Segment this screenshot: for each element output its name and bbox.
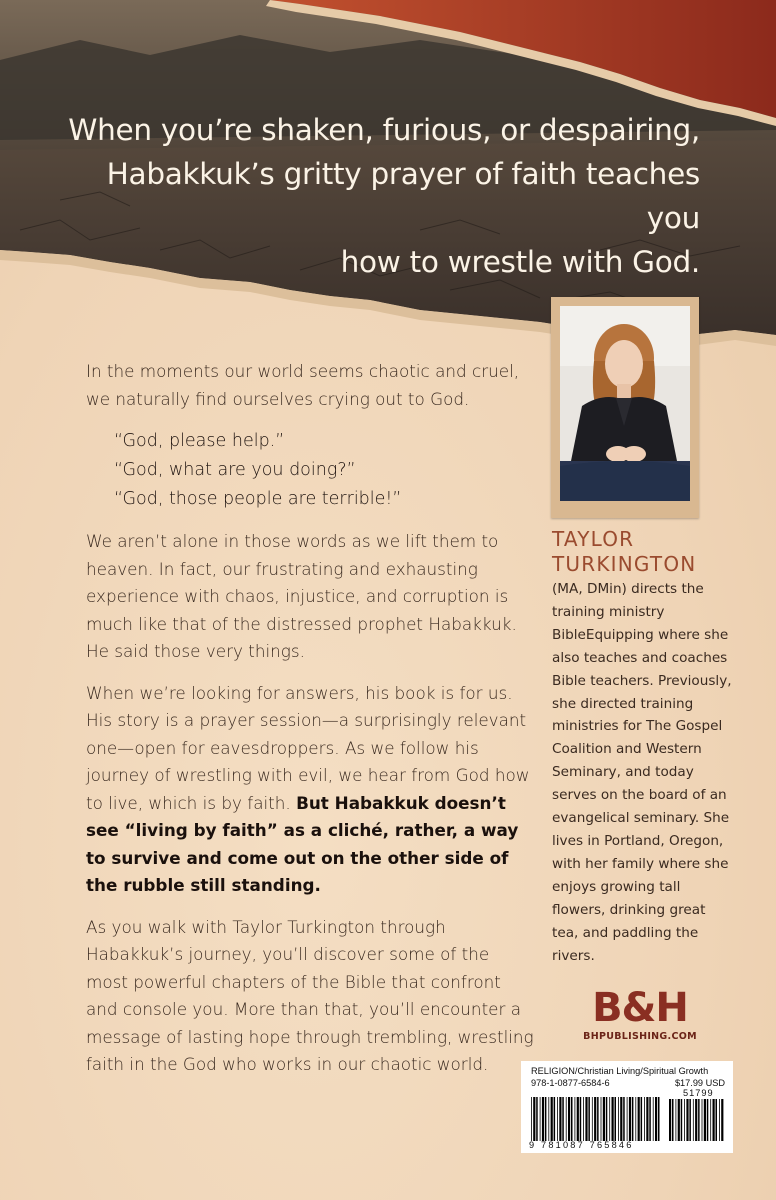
barcode-bar [533, 1097, 535, 1141]
barcode-bar [562, 1097, 564, 1141]
quote-item: “God, what are you doing?” [114, 460, 356, 480]
emphasized-text: But Habakkuk doesn’t see “living by faith” as a cliché, rather, a way to survive and come out on the other side of the rubble still standing. [86, 792, 519, 895]
barcode-bar [627, 1097, 628, 1141]
barcode-bar [713, 1099, 715, 1141]
barcode-bar [594, 1097, 596, 1141]
ean-barcode [531, 1097, 661, 1141]
barcode-bar [669, 1099, 671, 1141]
barcode-bar [707, 1099, 709, 1141]
author-bio: (MA, DMin) directs the training ministry BibleEquipping where she also teaches and coaches Bible teachers. Previously, she directed training ministries for The Gospel Coalition and Western Seminary, and today serves on the board of an evangelical seminary. She lives in Portland, Oregon, with her family where she enjoys growing tall flowers, drinking great tea, and paddling the rivers. [552, 581, 732, 964]
barcode-bar [686, 1099, 688, 1141]
barcode-bar [702, 1099, 703, 1141]
barcode-bar [531, 1097, 532, 1141]
barcode-bar [542, 1097, 544, 1141]
barcode-bar [698, 1099, 700, 1141]
barcode-bar [580, 1097, 582, 1141]
barcode-bar [575, 1097, 576, 1141]
barcode-bar [678, 1099, 680, 1141]
barcode-bar [554, 1097, 556, 1141]
quote-item: “God, those people are terrible!” [114, 489, 402, 509]
barcode-bar [548, 1097, 549, 1141]
barcode-bar [676, 1099, 677, 1141]
barcode-bar [606, 1097, 608, 1141]
barcode-bar [689, 1099, 691, 1141]
publisher-url: BHPUBLISHING.COM [583, 1031, 697, 1042]
barcode-bar [559, 1097, 561, 1141]
barcode-bar [588, 1097, 590, 1141]
author-first-name: TAYLOR [552, 527, 635, 551]
barcode-bar [695, 1099, 697, 1141]
barcode-bar [597, 1097, 599, 1141]
barcode-bar [646, 1097, 648, 1141]
barcode-bar [635, 1097, 636, 1141]
barcode-bar [655, 1097, 657, 1141]
paragraph: We aren’t alone in those words as we lift them to heaven. In fact, our frustrating and exhausting experience with chaos, injustice, and corruption is much like that of the distressed prophet Habakkuk. He said those very things. [86, 531, 517, 661]
isbn: 978-1-0877-6584-6 [531, 1078, 610, 1088]
price-addon-number: 51799 [683, 1088, 714, 1098]
headline-line: Habakkuk’s gritty prayer of faith teaches you [106, 157, 700, 235]
paragraph-text: When we’re looking for answers, his book is for us. His story is a prayer session—a surprisingly relevant one—open for eavesdroppers. As we follow his journey of wrestling with evil, we hear from God how to live, which is by faith. [86, 682, 530, 813]
barcode-bar [577, 1097, 579, 1141]
barcode-bar [551, 1097, 553, 1141]
barcode-bar [612, 1097, 614, 1141]
bh-logo-mark: B&H [592, 985, 688, 1031]
quote-list [114, 427, 536, 514]
author-photo [560, 306, 690, 501]
barcode-bar [658, 1097, 660, 1141]
barcode-bar [623, 1097, 625, 1141]
barcode-bar [716, 1099, 718, 1141]
barcode-bar [704, 1099, 706, 1141]
barcode-bar [632, 1097, 634, 1141]
barcode-bar [609, 1097, 610, 1141]
barcode-bar [568, 1097, 570, 1141]
barcode-bar [641, 1097, 643, 1141]
barcode-bar [540, 1097, 541, 1141]
headline-line: When you’re shaken, furious, or despairing, [68, 113, 700, 147]
barcode-bar [644, 1097, 645, 1141]
addon-barcode [669, 1099, 725, 1141]
headline-line: how to wrestle with God. [340, 245, 700, 279]
barcode-bar [545, 1097, 547, 1141]
barcode-bar [536, 1097, 538, 1141]
barcode-bar [615, 1097, 617, 1141]
intro-line: In the moments our world seems chaotic and cruel, [86, 361, 520, 381]
price: $17.99 USD [674, 1078, 725, 1088]
quote-item: “God, please help.” [114, 431, 285, 451]
barcode-bar [557, 1097, 558, 1141]
barcode-bar [571, 1097, 573, 1141]
barcode-bar [618, 1097, 619, 1141]
barcode-bar [629, 1097, 631, 1141]
intro-line: we naturally find ourselves crying out to God. [86, 388, 470, 409]
barcode-bar [684, 1099, 685, 1141]
barcode-bar [681, 1099, 683, 1141]
author-name [552, 527, 752, 577]
barcode-bar [566, 1097, 567, 1141]
author-last-name: TURKINGTON [552, 552, 697, 576]
barcode-bar [638, 1097, 640, 1141]
description [86, 358, 536, 1093]
barcode-bar [583, 1097, 584, 1141]
barcode-bar [653, 1097, 654, 1141]
barcode-bar [649, 1097, 651, 1141]
barcode-bar [620, 1097, 622, 1141]
intro-paragraph [86, 358, 536, 413]
barcode-bar [601, 1097, 602, 1141]
ean-digits: 9 781087 765846 [529, 1140, 634, 1150]
headline [60, 108, 700, 284]
barcode-bar [603, 1097, 605, 1141]
barcode-bar [710, 1099, 711, 1141]
author-photo-frame [551, 297, 699, 518]
barcode-box [521, 1061, 733, 1153]
barcode-bar [672, 1099, 674, 1141]
barcode-bar [592, 1097, 593, 1141]
paragraph [86, 680, 536, 900]
barcode-bar [721, 1099, 723, 1141]
barcode-bar [719, 1099, 720, 1141]
barcode-bar [693, 1099, 694, 1141]
publisher-logo [580, 985, 700, 1042]
paragraph: As you walk with Taylor Turkington through Habakkuk’s journey, you’ll discover some of the most powerful chapters of the Bible that confront and console you. More than that, you’ll encounter a message of lasting hope through trembling, wrestling faith in the God who works in our chaotic world. [86, 916, 534, 1074]
bisac-category: RELIGION/Christian Living/Spiritual Growth [531, 1066, 709, 1076]
barcode-bar [585, 1097, 587, 1141]
